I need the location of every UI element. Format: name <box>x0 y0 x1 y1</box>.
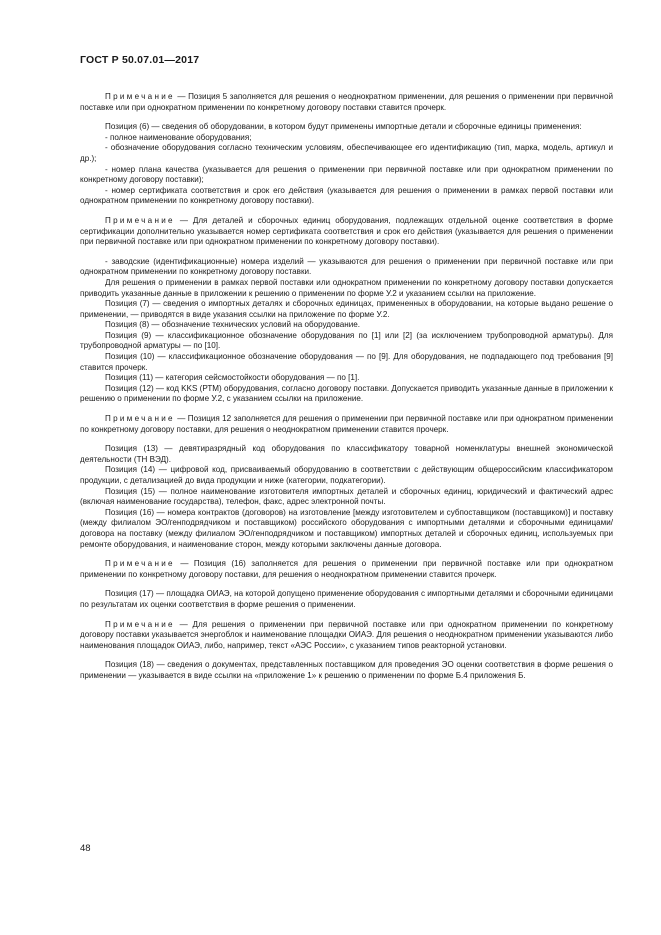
note-paragraph: Примечание — Позиция 12 заполняется для решения о применении при первичной поставке или при однократном применении по конкретному договору поставки, для решения о неоднократном применении ставится прочерк. <box>80 414 613 434</box>
paragraph: Позиция (9) — классификационное обозначение оборудования по [1] или [2] (за исключением трубопроводной арматуры). Для трубопроводной арматуры — по [10]. <box>80 330 613 351</box>
paragraph: Позиция (10) — классификационное обозначение оборудования — по [9]. Для оборудования, не подпадающего под требования [9] ставится прочерк. <box>80 352 613 372</box>
note-label: Примечание <box>105 559 175 569</box>
paragraph: Позиция (8) — обозначение технических условий на оборудование. <box>105 320 360 330</box>
page-number: 48 <box>80 843 91 854</box>
note-paragraph: Примечание — Позиция 5 заполняется для решения о неоднократном применении, для решения о применении при первичной поставке или при однократном применении по конкретному договору поставки ставится прочерк. <box>80 92 614 112</box>
paragraph: Для решения о применении в рамках первой поставки или однократном применении по конкретному договору поставки допускается приводить указанные данные в приложении к решению о применении по форме У.2 и указанием ссылки на приложение. <box>80 277 613 298</box>
paragraph: Позиция (13) — девятиразрядный код оборудования по классификатору товарной номенклатуры внешней экономической деятельности (ТН ВЭД). <box>80 444 613 464</box>
note-label: Примечание <box>105 215 175 225</box>
paragraph: Позиция (14) — цифровой код, присваиваемый оборудованию в соответствии с действующим общероссийским классификатором продукции, с детализацией до вида продукции и ниже (категории, подкатегории). <box>80 465 613 485</box>
paragraph: Позиция (6) — сведения об оборудовании, в котором будут применены импортные детали и сборочные единицы применения: <box>105 122 582 132</box>
note-label: Примечание <box>105 619 175 629</box>
paragraph: Позиция (12) — код KKS (РТМ) оборудования, согласно договору поставки. Допускается приводить указанные данные в приложении к решению о применении по форме У.2, с указанием ссылки на приложение. <box>80 383 613 404</box>
document-header: ГОСТ Р 50.07.01—2017 <box>80 54 200 66</box>
list-item: - заводские (идентификационные) номера изделий — указываются для решения о применении при первичной поставке или при однократном применении по конкретному договору поставки. <box>80 256 613 277</box>
note-paragraph: Примечание — Позиция (16) заполняется для решения о применении при первичной поставке или при однократном применении по конкретному договору поставки, для решения о неоднократном применении ставится прочерк. <box>80 559 614 579</box>
note-label: Примечание <box>105 92 175 101</box>
paragraph: Позиция (7) — сведения о импортных деталях и сборочных единицах, примененных в оборудовании, на которые выдано решение о применении, — приводятся в виде указания ссылки на приложение по форме У.2. <box>80 299 613 319</box>
note-label: Примечание <box>105 414 175 424</box>
document-body <box>80 92 613 682</box>
note-paragraph: Примечание — Для решения о применении при первичной поставке или при однократном применении по конкретному договору поставки указывается энергоблок и наименование площадки ОИАЭ. Для решения о неоднократном применении указываются либо наименования площадок ОИАЭ, либо, например, текст «АЭС России», с указанием типов реакторной установки. <box>80 619 613 650</box>
paragraph: Позиция (15) — полное наименование изготовителя импортных деталей и сборочных единиц, юридический и фактический адрес (включая наименование государства), телефон, факс, адрес электронной почты. <box>80 486 613 507</box>
paragraph: Позиция (11) — категория сейсмостойкости оборудования — по [1]. <box>105 373 360 383</box>
paragraph: Позиция (17) — площадка ОИАЭ, на которой допущено применение оборудования с импортными деталями и сборочными единицами по результатам их оценки соответствия в форме решения о применении. <box>80 589 613 609</box>
list-item: - номер плана качества (указывается для решения о применении при первичной поставке или при однократном применении по конкретному договору поставки); <box>80 164 613 185</box>
paragraph: Позиция (18) — сведения о документах, представленных поставщиком для проведения ЭО оценки соответствия в форме решения о применении — указывается в виде ссылки на «приложение 1» к решению о применении по форме Б.4 приложения Б. <box>80 660 613 680</box>
list-item: - полное наименование оборудования; <box>105 132 252 142</box>
list-item: - обозначение оборудования согласно техническим условиям, обеспечивающее его идентификацию (тип, марка, модель, артикул и др.); <box>80 143 613 163</box>
note-paragraph: Примечание — Для деталей и сборочных единиц оборудования, подлежащих отдельной оценке соответствия в форме сертификации дополнительно указывается номер сертификата соответствия и срок его действия (указывается для решения о применении при первичной поставке или при однократном применении по конкретному договору поставки). <box>80 215 614 247</box>
list-item: - номер сертификата соответствия и срок его действия (указывается для решения о применении в рамках первой поставки или однократном применении по конкретному договору поставки). <box>80 185 613 206</box>
paragraph: Позиция (16) — номера контрактов (договоров) на изготовление [между изготовителем и субпоставщиком (поставщиком)] и поставку (между филиалом ЭО/генподрядчиком и поставщиком) российского оборудования с импортными деталями и сборочными единицами/договора на поставку (между филиалом ЭО/генподрядчиком и поставщиком) импортных деталей и сборочных единиц, используемых при ремонте оборудования, и наименование сторон, между которыми заключены данные договора. <box>80 507 613 549</box>
